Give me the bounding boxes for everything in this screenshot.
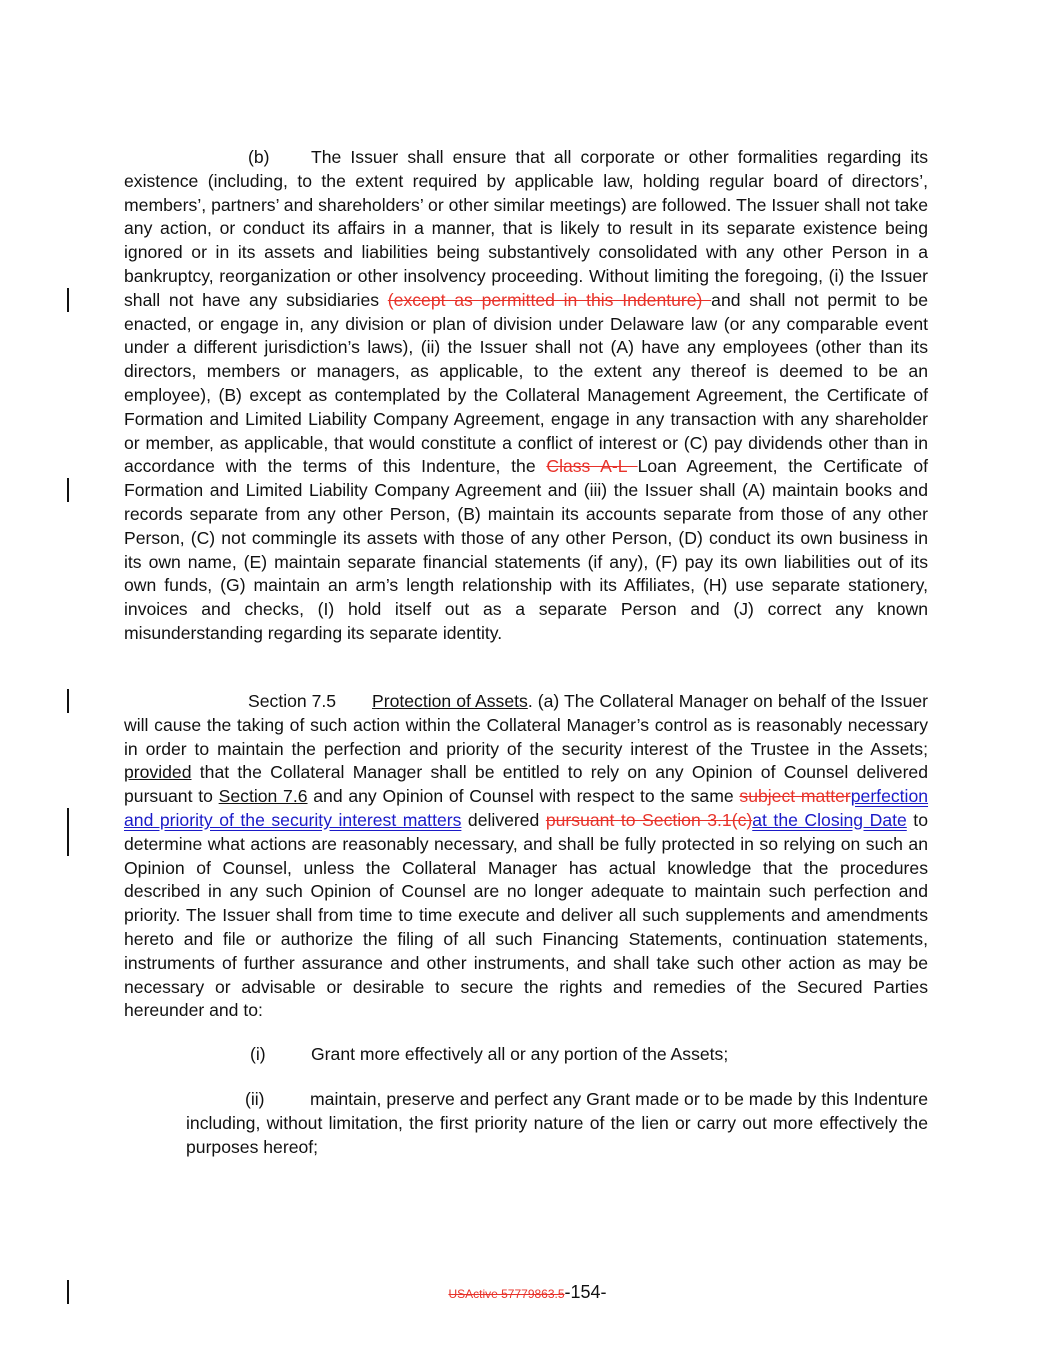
paragraph-text: . (a) The Collateral Manager on behalf of the Issuer will cause the taking of such action within the Collateral Manager’s control as is reasonably necessary in order to maintain the perfection and priority of the security interest of the Trustee in the Assets; <box>124 691 928 759</box>
deleted-text: subject matter <box>739 786 851 807</box>
paragraph-text: and shall not permit to be enacted, or engage in, any division or plan of division under Delaware law (or any comparable event under a different jurisdiction’s laws), (ii) the Issuer shall not (A) have any employees (other than its directors, members or managers, as applicable, to the extent any thereof is deemed to be an employee), (B) except as contemplated by the Collateral Management Agreement, the Certificate of Formation and Limited Liability Company Agreement, engage in any transaction with any shareholder or member, as applicable, that would constitute a conflict of interest or (C) pay dividends other than in accordance with the terms of this Indenture, the <box>124 289 928 477</box>
inserted-text: perfection and priority of the security interest matters <box>124 786 929 830</box>
paragraph-text: to determine what actions are reasonably necessary, and shall be fully protected in so relying on such an Opinion of Counsel, unless the Collateral Manager has actual knowledge that the procedures described in any such Opinion of Counsel are no longer adequate to maintain such perfection and priority. The Issuer shall from time to time execute and deliver all such supplements and amendments hereto and file or authorize the filing of all such Financing Statements, continuation statements, instruments of further assurance and other instruments, and shall take such other action as may be necessary or advisable or desirable to secure the rights and remedies of the Secured Parties hereunder and to: <box>124 809 928 1021</box>
footer-doc-id: USActive 57779863.5 <box>448 1287 565 1301</box>
deleted-text: (except as permitted in this Indenture) <box>387 289 712 310</box>
paragraph-text: and any Opinion of Counsel with respect to the same <box>307 786 740 807</box>
deleted-text: Class A-L <box>546 456 638 477</box>
list-item-label: (i) <box>250 1044 266 1064</box>
page-footer <box>0 1280 1055 1306</box>
change-bar <box>67 288 69 312</box>
list-item-label: (ii) <box>245 1089 265 1109</box>
change-bar <box>67 689 69 713</box>
section-7-5-paragraph <box>124 690 928 1023</box>
paragraph-text: The Issuer shall ensure that all corporate or other formalities regarding its existence (including, to the extent required by applicable law, holding regular board of directors’, members’, partners’ and shareholders’ or other similar meetings) are followed. The Issuer shall not take any action, or conduct its affairs in a manner, that is likely to result in its separate existence being ignored or in its assets and liabilities being substantively consolidated with any other Person in a bankruptcy, reorganization or other insolvency proceeding. Without limiting the foregoing, (i) the Issuer shall not have any subsidiaries <box>124 147 928 310</box>
paragraph-label: (b) <box>248 147 270 167</box>
section-number: Section 7.5 <box>248 691 337 711</box>
inserted-text: at the Closing Date <box>752 809 907 830</box>
paragraph-text: Loan Agreement, the Certificate of Formation and Limited Liability Company Agreement and (iii) the Issuer shall (A) maintain books and records separate from any other Person, (B) maintain its accounts separate from those of any other Person, (C) not commingle its assets with those of any other Person, (D) conduct its own business in its own name, (E) maintain separate financial statements (if any), (F) pay its own liabilities out of its own funds, (G) maintain an arm’s length relationship with its Affiliates, (H) use separate stationery, invoices and checks, (I) hold itself out as a separate Person and (J) correct any known misunderstanding regarding its separate identity. <box>124 456 928 643</box>
list-item-text: maintain, preserve and perfect any Grant made or to be made by this Indenture including, without limitation, the first priority nature of the lien or carry out more effectively the purposes hereof; <box>186 1089 928 1157</box>
list-item <box>124 1043 928 1067</box>
page-number: -154- <box>564 1282 607 1302</box>
change-bar <box>67 478 69 502</box>
paragraph-text: delivered <box>461 809 546 830</box>
list-item <box>186 1088 928 1159</box>
section-heading: Protection of Assets <box>372 691 528 711</box>
section-reference: Section 7.6 <box>218 786 308 807</box>
list-item-text: Grant more effectively all or any portion of the Assets; <box>311 1044 729 1064</box>
paragraph-b <box>124 146 928 646</box>
provided-term: provided <box>124 762 192 783</box>
change-bar <box>67 808 69 856</box>
deleted-text: pursuant to Section 3.1(c) <box>545 809 753 830</box>
paragraph-text: that the Collateral Manager shall be entitled to rely on any Opinion of Counsel delivered pursuant to <box>124 762 928 807</box>
